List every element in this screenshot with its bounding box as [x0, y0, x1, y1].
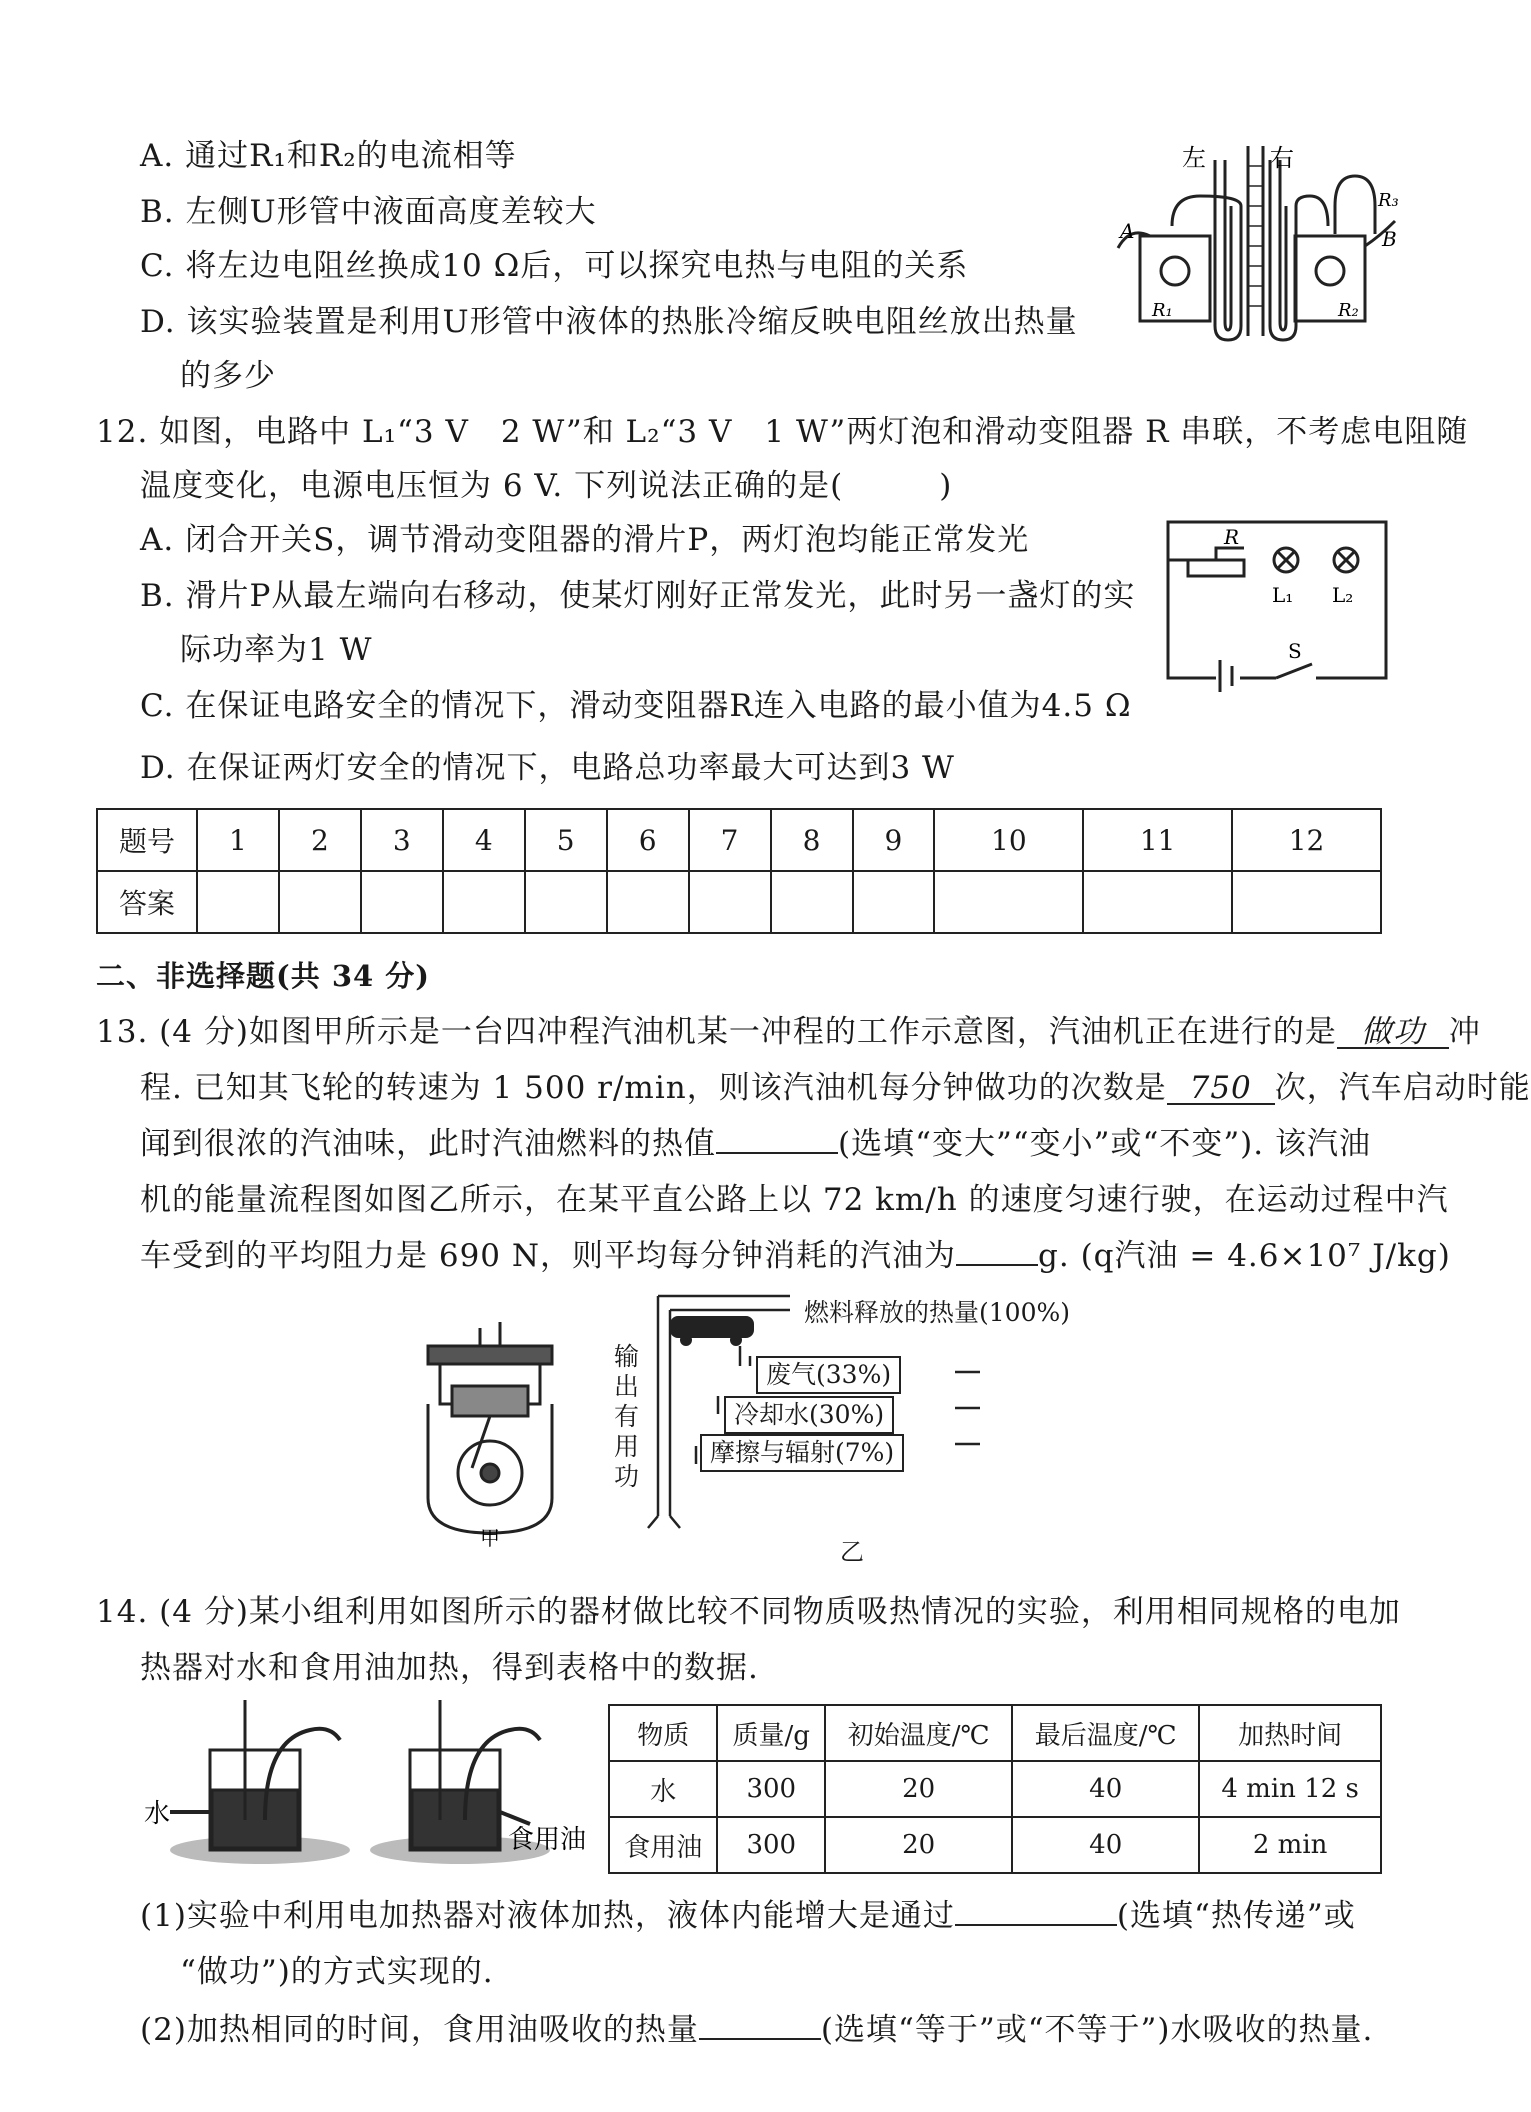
flow-friction: 摩擦与辐射(7%): [700, 1434, 904, 1472]
q13-line1: 13. (4 分)如图甲所示是一台四冲程汽油机某一冲程的工作示意图，汽油机正在进行的是 做功 冲: [96, 1014, 1481, 1050]
answer-table-number: 5: [525, 809, 607, 871]
q14-blank-method[interactable]: [955, 1924, 1117, 1926]
q13-blank-fuel-mass[interactable]: [956, 1264, 1038, 1266]
energy-flow-figure: [600, 1296, 1120, 1566]
answer-table-number: 12: [1232, 809, 1381, 871]
answer-cell[interactable]: [1083, 871, 1232, 933]
fig-b-label: B: [1382, 227, 1397, 251]
q12-option-b: B. 滑片P从最左端向右移动，使某灯刚好正常发光，此时另一盏灯的实: [140, 578, 1136, 614]
q13-line4: 机的能量流程图如图乙所示，在某平直公路上以 72 km/h 的速度匀速行驶，在运动过程中汽: [140, 1182, 1449, 1218]
answer-cell[interactable]: [771, 871, 853, 933]
table-cell: 食用油: [609, 1817, 717, 1873]
table-header: 加热时间: [1199, 1705, 1381, 1761]
q11-option-c: C. 将左边电阻丝换成10 Ω后，可以探究电热与电阻的关系: [140, 248, 969, 284]
answer-cell[interactable]: [689, 871, 771, 933]
answer-table: [96, 808, 1382, 934]
fig-yi-label: 乙: [840, 1538, 864, 1566]
q13-line5: 车受到的平均阻力是 690 N，则平均每分钟消耗的汽油为 g. (q汽油 = 4.6×10⁷ J/kg): [140, 1238, 1451, 1274]
flow-cooling: 冷却水(30%): [724, 1396, 894, 1434]
table-row: [609, 1817, 1381, 1873]
q11-option-b: B. 左侧U形管中液面高度差较大: [140, 194, 597, 230]
q14-line1: 14. (4 分)某小组利用如图所示的器材做比较不同物质吸热情况的实验，利用相同规格的电加: [96, 1594, 1401, 1630]
answer-table-number: 7: [689, 809, 771, 871]
answer-cell[interactable]: [361, 871, 443, 933]
answer-cell[interactable]: [934, 871, 1083, 933]
label-water: 水: [144, 1799, 171, 1829]
q14-sub1: (1)实验中利用电加热器对液体加热，液体内能增大是通过 (选填“热传递”或: [140, 1898, 1356, 1934]
q12-option-a: A. 闭合开关S，调节滑动变阻器的滑片P，两灯泡均能正常发光: [140, 522, 1030, 558]
circuit-r-label: R: [1224, 525, 1240, 549]
answer-cell[interactable]: [443, 871, 525, 933]
answer-table-header-label: 题号: [97, 809, 197, 871]
label-oil: 食用油: [508, 1825, 587, 1855]
fig-a-label: A: [1120, 219, 1135, 243]
q12-option-b-cont: 际功率为1 W: [180, 632, 373, 668]
answer-table-number: 1: [197, 809, 279, 871]
q14-sub1-cont: “做功”)的方式实现的.: [180, 1954, 494, 1990]
q13-line3: 闻到很浓的汽油味，此时汽油燃料的热值 (选填“变大”“变小”或“不变”). 该汽油: [140, 1126, 1371, 1162]
fig-left-label: 左: [1182, 144, 1206, 172]
table-cell: 水: [609, 1761, 717, 1817]
answer-table-number: 4: [443, 809, 525, 871]
answer-table-number: 8: [771, 809, 853, 871]
flow-exhaust: 废气(33%): [756, 1356, 901, 1394]
answer-cell[interactable]: [197, 871, 279, 933]
table-cell: 40: [1012, 1761, 1199, 1817]
answer-table-number: 10: [934, 809, 1083, 871]
q13-answer-count[interactable]: 750: [1167, 1073, 1275, 1105]
fig-r2-label: R₂: [1338, 300, 1359, 321]
answer-cell[interactable]: [607, 871, 689, 933]
q12-option-c: C. 在保证电路安全的情况下，滑动变阻器R连入电路的最小值为4.5 Ω: [140, 688, 1132, 724]
heating-data-table: [608, 1704, 1382, 1874]
section-title: 二、非选择题(共 34 分): [96, 959, 430, 993]
answer-table-number: 2: [279, 809, 361, 871]
answer-cell[interactable]: [525, 871, 607, 933]
table-cell: 2 min: [1199, 1817, 1381, 1873]
answer-cell[interactable]: [853, 871, 935, 933]
table-cell: 20: [825, 1761, 1012, 1817]
table-header: 初始温度/℃: [825, 1705, 1012, 1761]
table-header: 质量/g: [717, 1705, 825, 1761]
q13-blank-heat-value[interactable]: [716, 1152, 838, 1154]
answer-table-number: 3: [361, 809, 443, 871]
fig-r3-label: R₃: [1378, 190, 1399, 211]
answer-cell[interactable]: [279, 871, 361, 933]
answer-cell[interactable]: [1232, 871, 1381, 933]
table-cell: 4 min 12 s: [1199, 1761, 1381, 1817]
beakers-figure: [140, 1700, 587, 1870]
fig-jia-label: 甲: [480, 1526, 500, 1550]
q12-option-d: D. 在保证两灯安全的情况下，电路总功率最大可达到3 W: [140, 750, 955, 786]
q12-stem-line2: 温度变化，电源电压恒为 6 V. 下列说法正确的是( ): [140, 468, 953, 504]
answer-table-number: 9: [853, 809, 935, 871]
flow-total: 燃料释放的热量(100%): [796, 1296, 1078, 1330]
table-cell: 40: [1012, 1817, 1199, 1873]
table-header: 物质: [609, 1705, 717, 1761]
fig-r1-label: R₁: [1152, 300, 1173, 321]
circuit-figure: [1166, 520, 1388, 680]
circuit-s-label: S: [1288, 639, 1302, 663]
u-tube-apparatus-figure: [1110, 136, 1400, 348]
table-cell: 300: [717, 1817, 825, 1873]
q13-answer-stroke[interactable]: 做功: [1337, 1017, 1449, 1049]
q13-line2: 程. 已知其飞轮的转速为 1 500 r/min，则该汽油机每分钟做功的次数是 750 次，汽车启动时能: [140, 1070, 1531, 1106]
table-row: [609, 1761, 1381, 1817]
q12-stem-line1: 12. 如图，电路中 L₁“3 V 2 W”和 L₂“3 V 1 W”两灯泡和滑动变阻器 R 串联，不考虑电阻随: [96, 414, 1469, 450]
table-header: 最后温度/℃: [1012, 1705, 1199, 1761]
table-cell: 20: [825, 1817, 1012, 1873]
q14-line2: 热器对水和食用油加热，得到表格中的数据.: [140, 1650, 759, 1686]
q11-option-a: A. 通过R₁和R₂的电流相等: [140, 138, 517, 174]
circuit-l2-label: L₂: [1332, 583, 1354, 607]
q11-option-d: D. 该实验装置是利用U形管中液体的热胀冷缩反映电阻丝放出热量: [140, 304, 1078, 340]
q14-sub2: (2)加热相同的时间，食用油吸收的热量 (选填“等于”或“不等于”)水吸收的热量.: [140, 2012, 1374, 2048]
table-cell: 300: [717, 1761, 825, 1817]
answer-table-number: 11: [1083, 809, 1232, 871]
engine-figure: [410, 1318, 570, 1548]
fig-right-label: 右: [1270, 144, 1294, 172]
q14-blank-heat[interactable]: [699, 2038, 821, 2040]
flow-useful-work: 输 出 有 用 功: [614, 1342, 640, 1491]
answer-table-number: 6: [607, 809, 689, 871]
circuit-l1-label: L₁: [1272, 583, 1294, 607]
answer-table-answer-label: 答案: [97, 871, 197, 933]
q11-option-d-cont: 的多少: [180, 358, 276, 394]
